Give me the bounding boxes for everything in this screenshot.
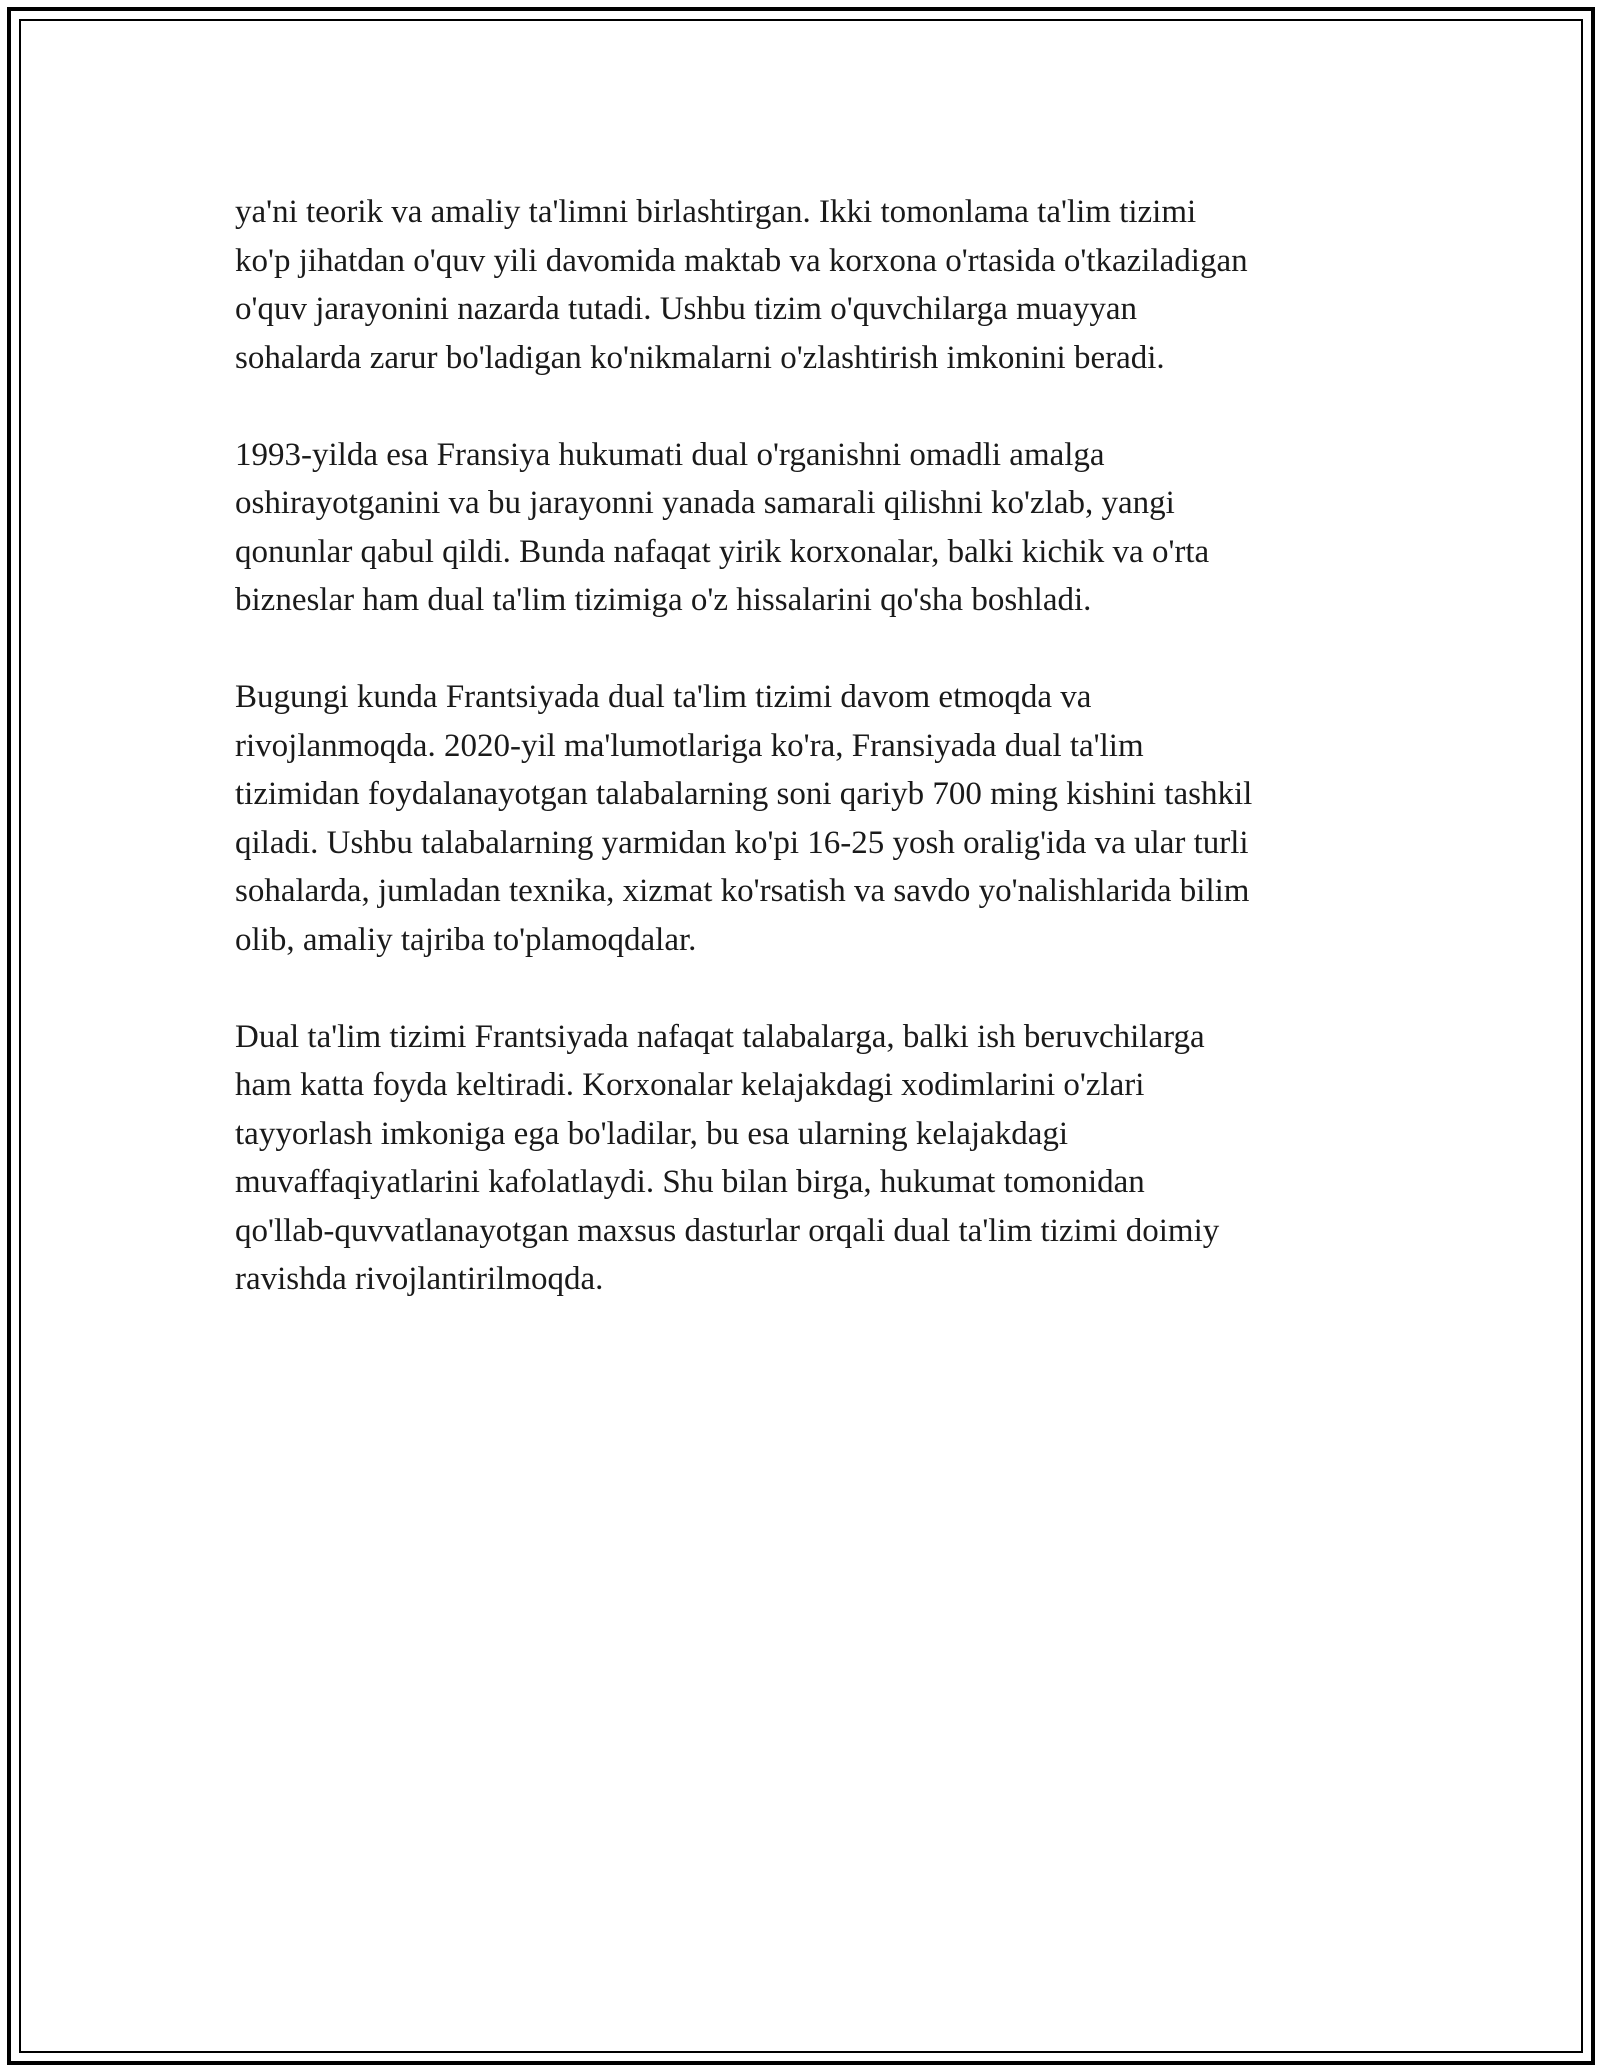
text-line: qonunlar qabul qildi. Bunda nafaqat yirik korxonalar, balki kichik va o'rta	[235, 533, 1210, 570]
text-line: Dual ta'lim tizimi Frantsiyada nafaqat talabalarga, balki ish beruvchilarga	[235, 1018, 1205, 1055]
text-line: rivojlanmoqda. 2020-yil ma'lumotlariga ko'ra, Fransiyada dual ta'lim	[235, 727, 1144, 764]
text-line: ya'ni teorik va amaliy ta'limni birlashtirgan. Ikki tomonlama ta'lim tizimi	[235, 194, 1197, 230]
text-line: qiladi. Ushbu talabalarning yarmidan ko'pi 16-25 yosh oralig'ida va ular turli	[235, 824, 1249, 861]
text-line: ravishda rivojlantirilmoqda.	[235, 1261, 604, 1297]
text-line: sohalarda zarur bo'ladigan ko'nikmalarni o'zlashtirish imkonini beradi.	[235, 339, 1165, 376]
paragraph-employer-benefits	[235, 1013, 1385, 1304]
text-line: bizneslar ham dual ta'lim tizimiga o'z hissalarini qo'sha boshladi.	[235, 582, 1092, 618]
text-line: olib, amaliy tajriba to'plamoqdalar.	[235, 921, 697, 958]
text-line: muvaffaqiyatlarini kafolatlaydi. Shu bilan birga, hukumat tomonidan	[235, 1164, 1145, 1200]
text-line: tizimidan foydalanayotgan talabalarning soni qariyb 700 ming kishini tashkil	[235, 776, 1253, 812]
text-line: Bugungi kunda Frantsiyada dual ta'lim tizimi davom etmoqda va	[235, 679, 1092, 715]
text-line: oshirayotganini va bu jarayonni yanada samarali qilishni ko'zlab, yangi	[235, 485, 1175, 521]
text-line: o'quv jarayonini nazarda tutadi. Ushbu tizim o'quvchilarga muayyan	[235, 291, 1138, 327]
text-line: ham katta foyda keltiradi. Korxonalar kelajakdagi xodimlarini o'zlari	[235, 1067, 1145, 1103]
text-line: ko'p jihatdan o'quv yili davomida maktab va korxona o'rtasida o'tkaziladigan	[235, 242, 1248, 279]
text-line: 1993-yilda esa Fransiya hukumati dual o'rganishni omadli amalga	[235, 436, 1105, 473]
text-line: qo'llab-quvvatlanayotgan maxsus dasturlar orqali dual ta'lim tizimi doimiy	[235, 1212, 1220, 1249]
paragraph-dual-system-intro	[235, 188, 1385, 382]
text-line: tayyorlash imkoniga ega bo'ladilar, bu esa ularning kelajakdagi	[235, 1115, 1069, 1152]
paragraph-1993-laws	[235, 431, 1385, 625]
paragraph-current-state	[235, 673, 1385, 964]
text-line: sohalarda, jumladan texnika, xizmat ko'rsatish va savdo yo'nalishlarida bilim	[235, 873, 1250, 909]
document-body	[235, 188, 1385, 1352]
